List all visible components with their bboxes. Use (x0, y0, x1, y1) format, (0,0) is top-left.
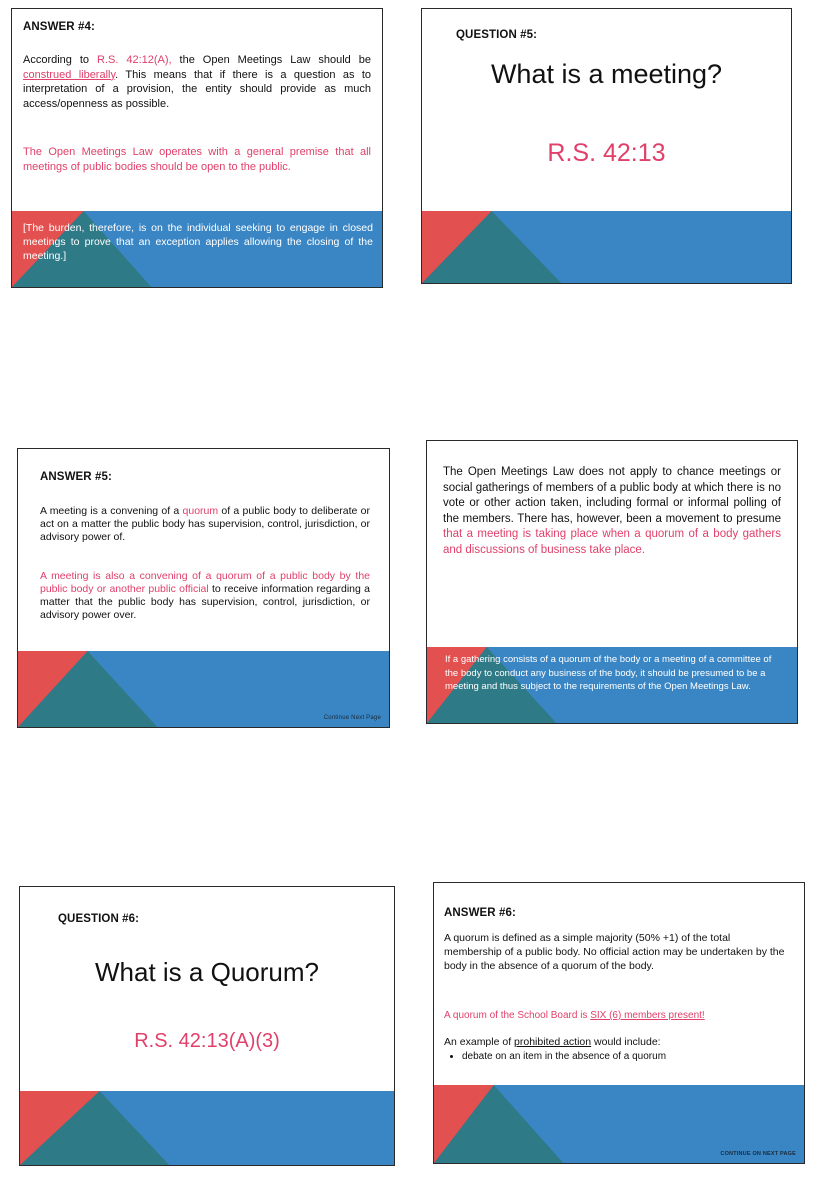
band-decoration (20, 1091, 394, 1165)
statute-reference: R.S. 42:12(A), (97, 54, 172, 66)
question-text: What is a Quorum? (95, 957, 319, 987)
slide-answer-4 (11, 8, 383, 288)
band-text: [The burden, therefore, is on the individual seeking to engage in closed meetings to prove that an exception applies allowing the closing of the meeting.] (23, 222, 373, 262)
continue-footer: CONTINUE ON NEXT PAGE (720, 1151, 796, 1157)
band-text: If a gathering consists of a quorum of the body or a meeting of a committee of the body to conduct any business of the body, it should be presumed to be a meeting and thus subject to the requirements of the Open Meetings Law. (445, 654, 772, 692)
prohibited-action-term: prohibited action (514, 1036, 592, 1048)
slide-question-6 (19, 886, 395, 1166)
slide-heading: QUESTION #6: (58, 913, 140, 925)
answer-paragraph-1: A meeting is a convening of a quorum of a public body to deliberate or act on a matter the public body has supervision, control, jurisdiction, or advisory power of. (40, 505, 371, 543)
statute-reference: R.S. 42:13(A)(3) (134, 1030, 280, 1052)
example-list (448, 1050, 788, 1065)
answer-paragraph-3: An example of prohibited action would include: (444, 1036, 661, 1048)
slide-question-5 (421, 8, 792, 284)
quorum-count: SIX (6) members present! (590, 1010, 705, 1021)
continue-footer: Continue Next Page (323, 715, 381, 721)
slide-band (20, 1091, 394, 1165)
slide-band (18, 651, 389, 727)
construed-liberally-link: construed liberally (23, 68, 116, 81)
quorum-term: quorum (182, 505, 219, 517)
slide-band (434, 1085, 804, 1163)
slide-heading: ANSWER #5: (40, 471, 112, 483)
slide-answer-5 (17, 448, 390, 728)
slide-heading: QUESTION #5: (456, 29, 538, 41)
answer-paragraph-1: According to R.S. 42:12(A), the Open Meetings Law should be construed liberally. This means that if there is a question as to interpretation of a provision, the entity should provide as much access/openness as possible. (23, 54, 372, 110)
list-item: • debate on an item in the absence of a quorum (462, 1050, 788, 1065)
slide-answer-6 (433, 882, 805, 1164)
slide-heading: ANSWER #6: (444, 907, 516, 919)
answer-paragraph-1: A quorum is defined as a simple majority (50% +1) of the total membership of a public body. No official action may be undertaken by the body in the absence of a quorum of the body. (444, 932, 785, 972)
slide-heading: ANSWER #4: (23, 21, 95, 33)
statute-reference: R.S. 42:13 (547, 139, 666, 167)
question-text: What is a meeting? (490, 59, 723, 89)
note-paragraph: The Open Meetings Law does not apply to chance meetings or social gatherings of members of a public body at which there is no vote or other action taken, including formal or informal polling of the members. There has, however, been a movement to presume that a meeting is taking place when a quorum of a body gathers and discussions of business take place. (443, 466, 781, 556)
band-decoration (422, 211, 791, 283)
slide-band (427, 647, 797, 723)
slide-band (12, 211, 382, 287)
answer-paragraph-2: The Open Meetings Law operates with a general premise that all meetings of public bodies should be open to the public. (23, 146, 371, 173)
slide-open-meetings-note (426, 440, 798, 724)
slide-band (422, 211, 791, 283)
answer-paragraph-2: A quorum of the School Board is SIX (6) members present! (444, 1010, 705, 1021)
answer-paragraph-2: A meeting is also a convening of a quorum of a public body by the public body or another public official to receive information regarding a matter that the public body has supervision, control, jurisdiction, or advisory power over. (40, 570, 370, 621)
